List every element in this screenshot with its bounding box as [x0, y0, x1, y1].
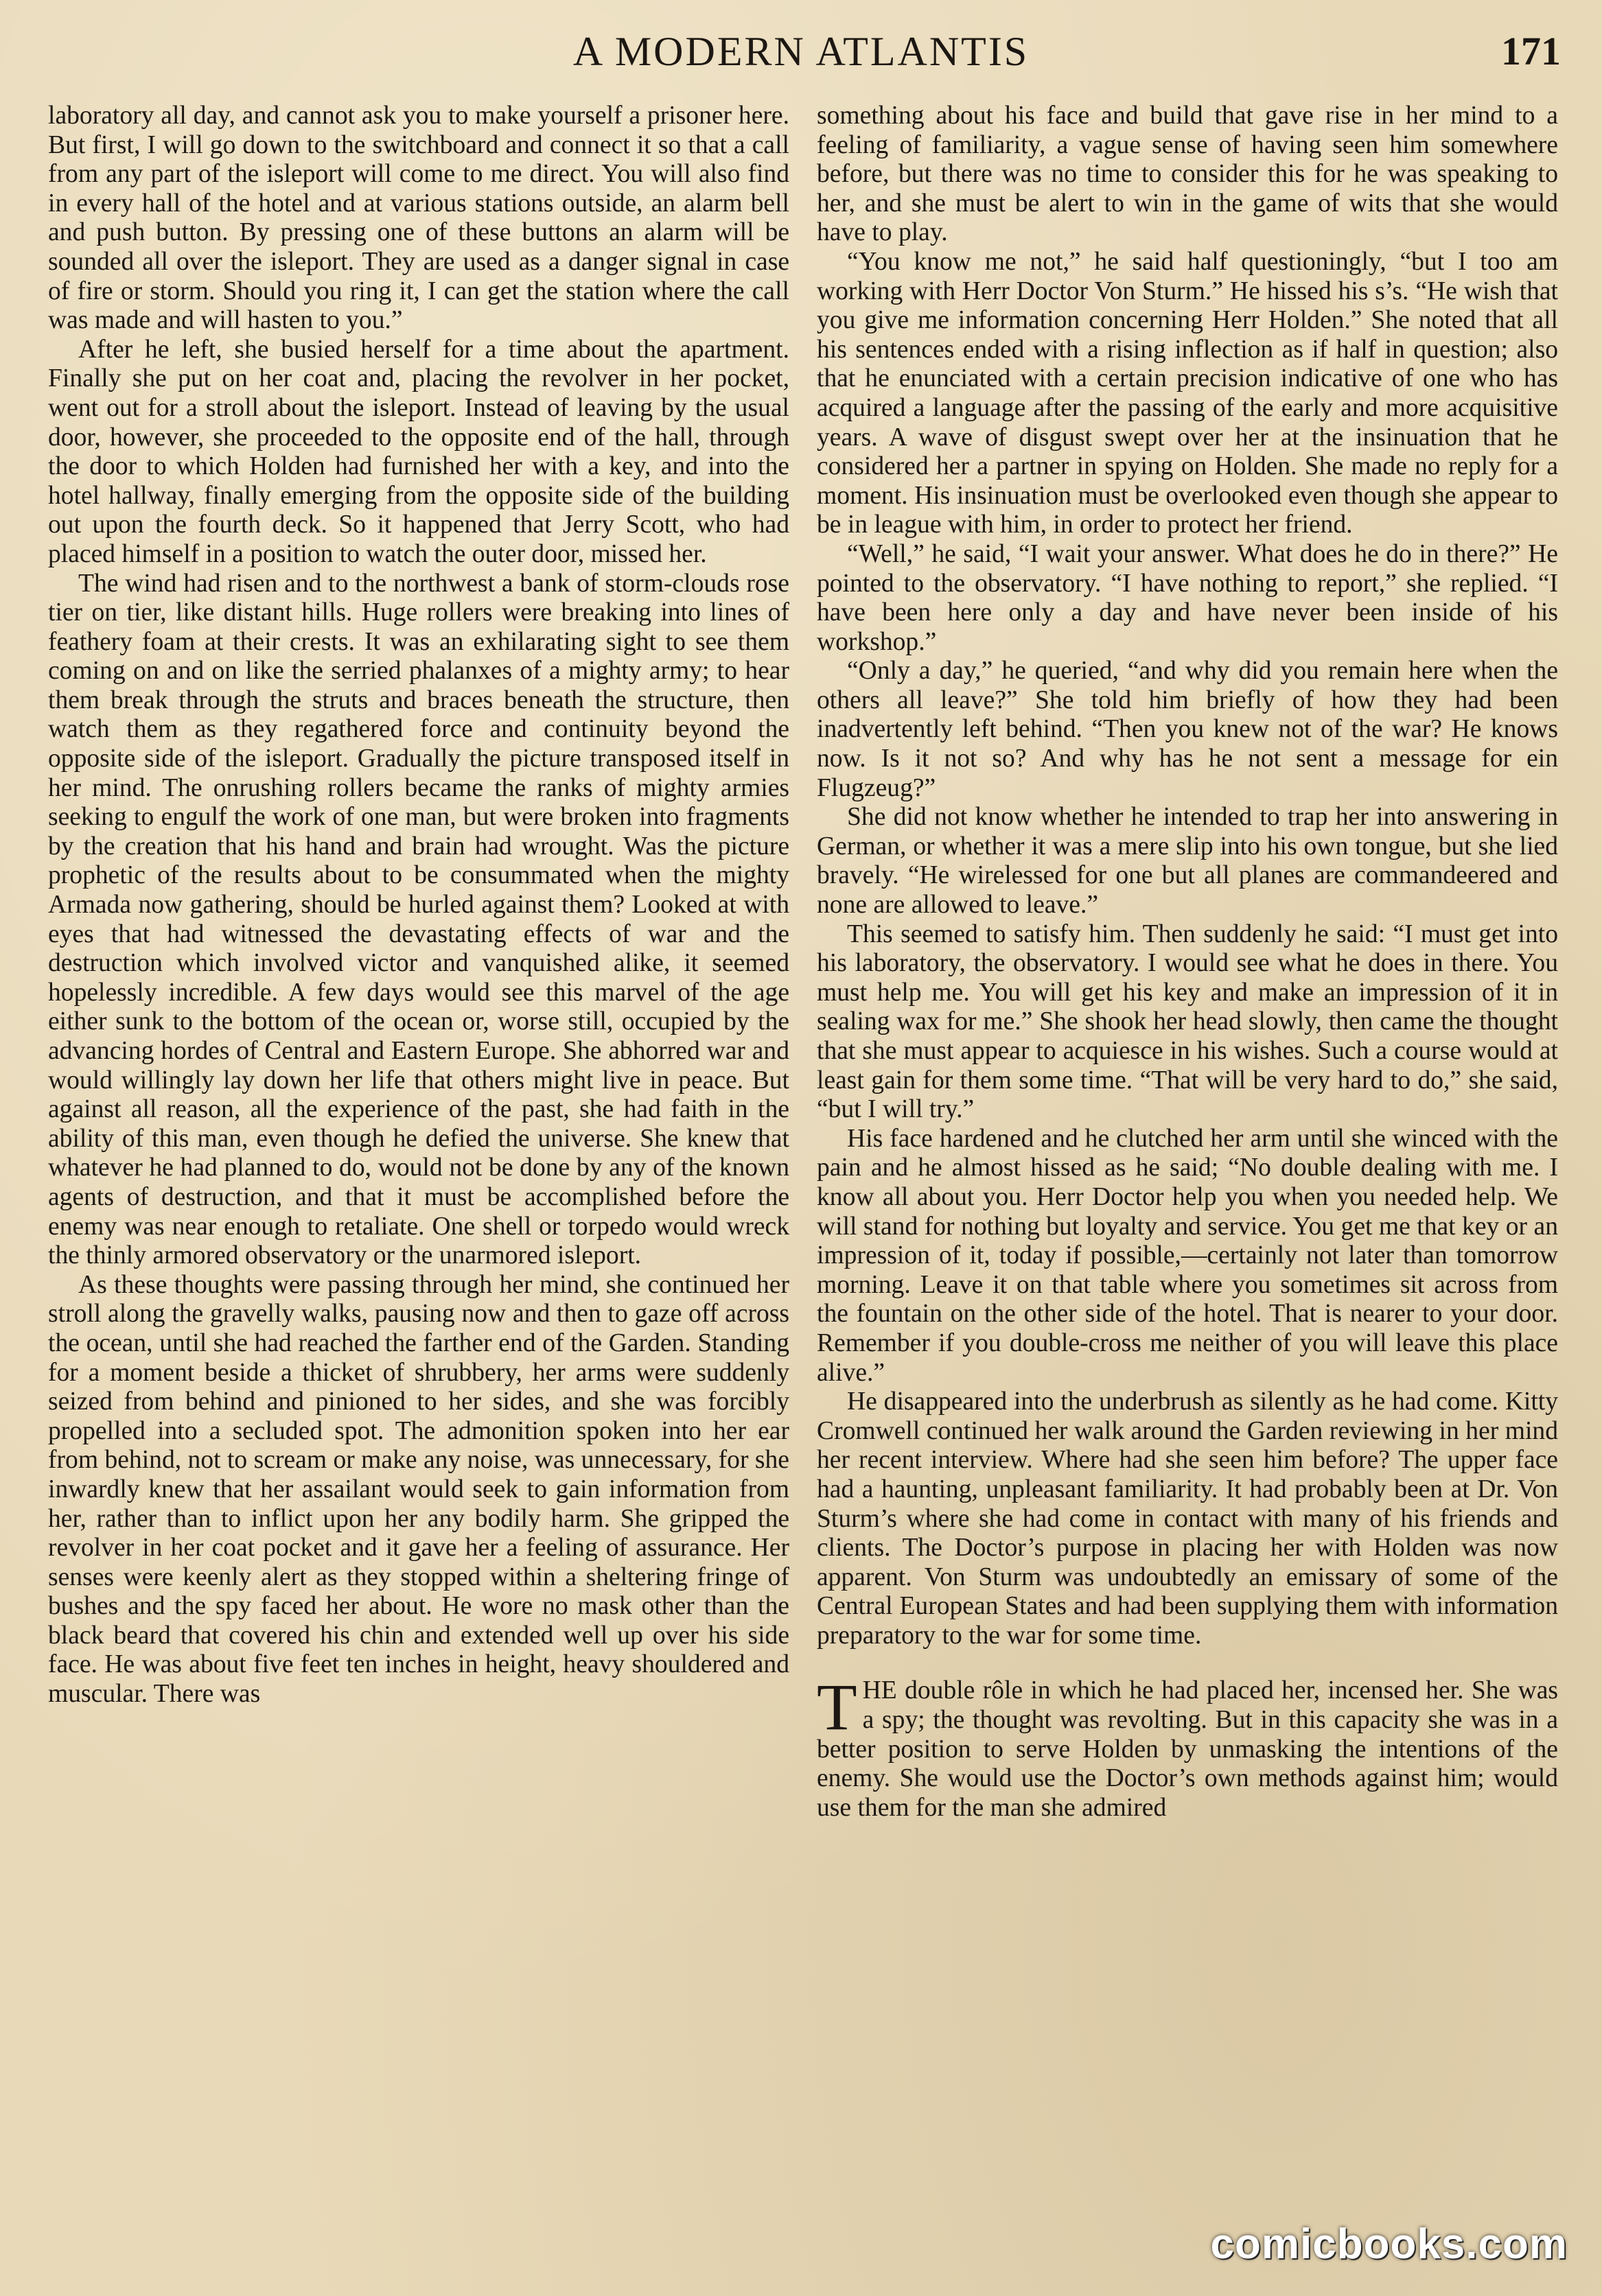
paragraph: “You know me not,” he said half questioningly, “but I too am working with Herr Doctor Von Sturm.” He hissed his s’s. “He wish that you give me information concerning Herr Holden.” She noted that all his sentences ended with a rising inflection as if half in question; also that he enunciated with a certain precision indicative of one who has acquired a language after the passing of the early and more acquisitive years. A wave of disgust swept over her at the insinuation that he considered her a partner in spying on Holden. She made no reply for a moment. His insinuation must be overlooked even though she appear to be in league with him, in order to protect her friend.	[817, 247, 1558, 539]
drop-cap: T	[817, 1670, 857, 1744]
paragraph: laboratory all day, and cannot ask you to make yourself a prisoner here. But first, I will go down to the switchboard and connect it so that a call from any part of the isleport will come to me direct. You will also find in every hall of the hotel and at various stations outside, an alarm bell and push button. By pressing one of these buttons an alarm will be sounded all over the isleport. They are used as a danger signal in case of fire or storm. Should you ring it, I can get the station where the call was made and will hasten to you.”	[48, 102, 789, 335]
paragraph: “Only a day,” he queried, “and why did you remain here when the others all leave?” She told him briefly of how they had been inadvertently left behind. “Then you knew not of the war? He knows now. Is it not so? And why has he not sent a message for ein Flugzeug?”	[817, 657, 1558, 802]
paragraph: After he left, she busied herself for a time about the apartment. Finally she put on her coat and, placing the revolver in her pocket, went out for a stroll about the isleport. Instead of leaving by the usual door, however, she proceeded to the opposite end of the hall, through the door to which Holden had furnished her with a key, and into the hotel hallway, finally emerging from the opposite side of the building out upon the fourth deck. So it happened that Jerry Scott, who had placed himself in a position to watch the outer door, missed her.	[48, 335, 789, 568]
paragraph: The wind had risen and to the northwest a bank of storm-clouds rose tier on tier, like distant hills. Huge rollers were breaking into lines of feathery foam at their crests. It was an exhilarating sight to see them coming on and on like the serried phalanxes of a mighty army; to hear them break through the struts and braces beneath the structure, then watch them as they regathered force and continuity beyond the opposite side of the isleport. Gradually the picture transposed itself in her mind. The onrushing rollers became the ranks of mighty armies seeking to engulf the work of one man, but were broken into fragments by the creation that his hand and brain had wrought. Was the picture prophetic of the results about to be consummated when the mighty Armada now gathering, should be hurled against them? Looked at with eyes that had witnessed the devastating effects of war and the destruction which involved victor and vanquished alike, it seemed hopelessly incredible. A few days would see this marvel of the age either sunk to the bottom of the ocean or, worse still, occupied by the advancing hordes of Central and Eastern Europe. She abhorred war and would willingly lay down her life that others might live in peace. But against all reason, all the experience of the past, she had faith in the ability of this man, even though he defied the universe. She knew that whatever he had planned to do, would not be done by any of the known agents of destruction, and that it must be accomplished before the enemy was near enough to retaliate. One shell or torpedo would wreck the thinly armored observatory or the unarmored isleport.	[48, 569, 789, 1270]
paragraph: “Well,” he said, “I wait your answer. What does he do in there?” He pointed to the observatory. “I have nothing to report,” she replied. “I have been here only a day and have never been inside of his workshop.”	[817, 539, 1558, 656]
paragraph: As these thoughts were passing through her mind, she continued her stroll along the gravelly walks, pausing now and then to gaze off across the ocean, until she had reached the farther end of the Garden. Standing for a moment beside a thicket of shrubbery, her arms were suddenly seized from behind and pinioned to her sides, and she was forcibly propelled into a secluded spot. The admonition spoken into her ear from behind, not to scream or make any noise, was unnecessary, for she inwardly knew that her assailant would seek to gain information from her, rather than to inflict upon her any bodily harm. She gripped the revolver in her coat pocket and it gave her a feeling of assurance. Her senses were keenly alert as they stopped within a sheltering fringe of bushes and the spy faced her about. He wore no mask other than the black beard that covered his chin and extended well up over his side face. He was about five feet ten inches in height, heavy shouldered and muscular. There was	[48, 1270, 789, 1709]
section-paragraph	[817, 1670, 1558, 1823]
paragraph: He disappeared into the underbrush as silently as he had come. Kitty Cromwell continued her walk around the Garden reviewing in her mind her recent interview. Where had she seen him before? The upper face had a haunting, unpleasant familiarity. It had probably been at Dr. Von Sturm’s where she had come in contact with many of his friends and clients. The Doctor’s purpose in placing her with Holden was now apparent. Von Sturm was undoubtedly an emissary of some of the Central European States and had been supplying them with information preparatory to the war for some time.	[817, 1387, 1558, 1650]
page-header	[41, 21, 1561, 82]
left-column	[48, 102, 789, 2256]
site-watermark: comicbooks.com	[1210, 2221, 1568, 2268]
paragraph: His face hardened and he clutched her arm until she winced with the pain and he almost hissed as he said; “No double dealing with me. I know all about you. Herr Doctor help you when you needed help. We will stand for nothing but loyalty and service. You get me that key or an impression of it, today if possible,—certainly not later than tomorrow morning. Leave it on that table where you sometimes sit across from the fountain on the other side of the hotel. That is nearer to your door. Remember if you double-cross me neither of you will leave this place alive.”	[817, 1124, 1558, 1387]
page-number: 171	[1501, 29, 1561, 73]
right-column	[817, 102, 1558, 2256]
paragraph: something about his face and build that gave rise in her mind to a feeling of familiarity, a vague sense of having seen him somewhere before, but there was no time to consider this for he was speaking to her, and she must be alert to win in the game of wits that she would have to play.	[817, 102, 1558, 247]
section-text: HE double rôle in which he had placed her, incensed her. She was a spy; the thought was revolting. But in this capacity she was in a better position to serve Holden by unmasking the intentions of the enemy. She would use the Doctor’s own methods against him; would use them for the man she admired	[817, 1676, 1558, 1822]
paragraph: She did not know whether he intended to trap her into answering in German, or whether it was a mere slip into his own tongue, but she lied bravely. “He wirelessed for one but all planes are commandeered and none are allowed to leave.”	[817, 803, 1558, 919]
paragraph: This seemed to satisfy him. Then suddenly he said: “I must get into his laboratory, the observatory. I would see what he does in there. You must help me. You will get his key and make an impression of it in sealing wax for me.” She shook her head slowly, then came the thought that she must appear to acquiesce in his wishes. Such a course would at least gain for them some time. “That will be very hard to do,” she said, “but I will try.”	[817, 919, 1558, 1124]
running-title: A MODERN ATLANTIS	[572, 29, 1030, 74]
